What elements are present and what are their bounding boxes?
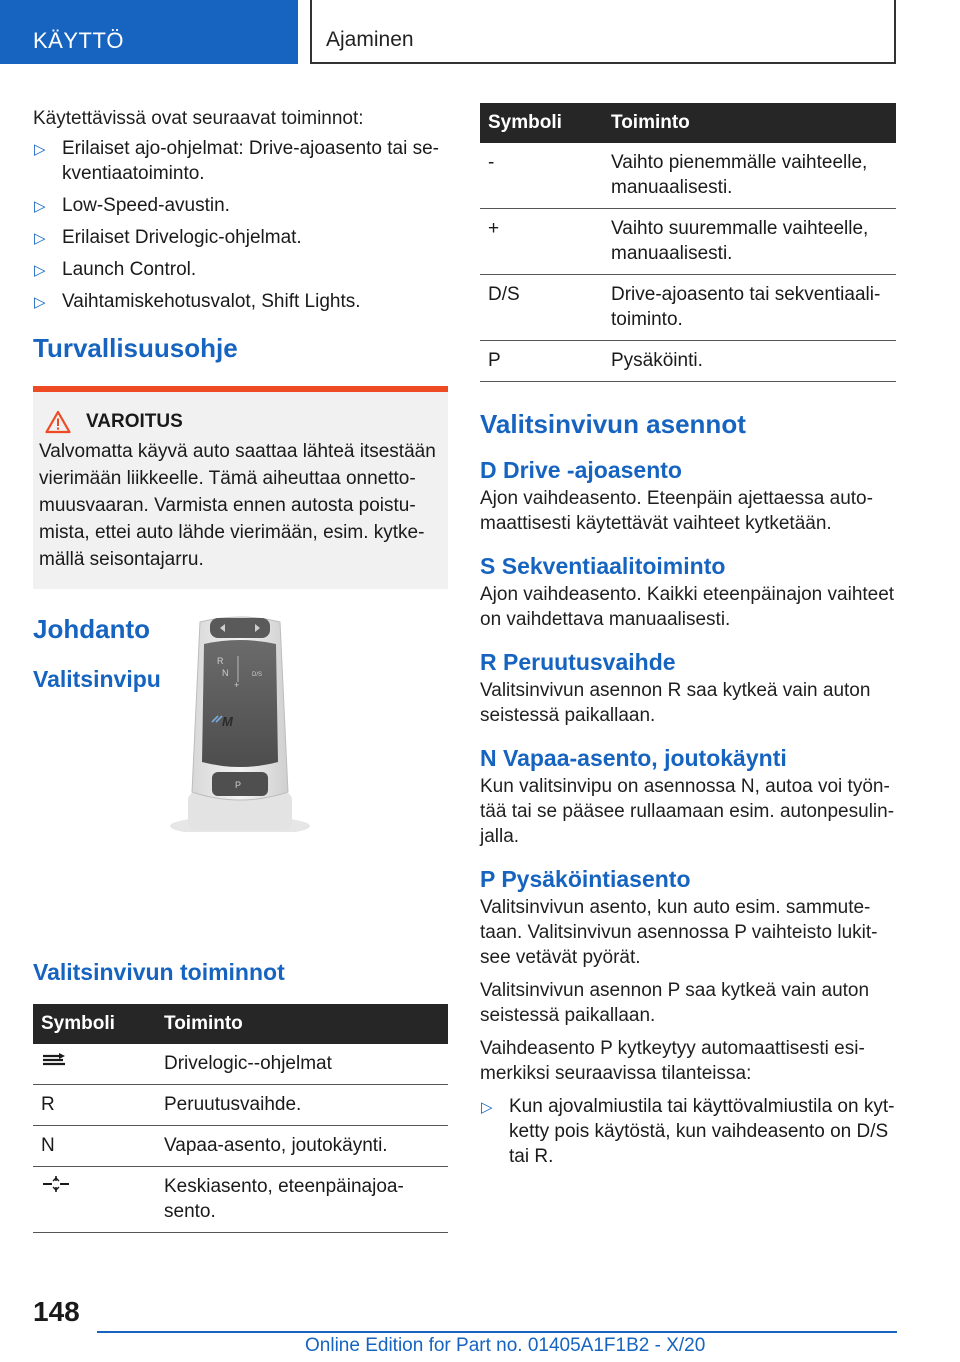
warning-triangle-icon <box>45 410 71 434</box>
conditions-list <box>480 1094 896 1169</box>
table-cell: Vapaa-asento, joutokäynti. <box>156 1126 448 1167</box>
warning-title: VAROITUS <box>45 410 440 434</box>
svg-text:R: R <box>217 656 224 666</box>
svg-text:M: M <box>222 714 233 729</box>
section-paragraph: Vaihdeasento P kytkeytyy automaattisesti esi-merkiksi seuraavissa tilanteissa: <box>480 1038 865 1084</box>
chapter-tab: Ajaminen <box>310 0 896 64</box>
footer-divider <box>97 1331 897 1333</box>
list-item: ▷ Erilaiset ajo-ohjelmat: Drive-ajoasento tai se-kventiaatoiminto. <box>34 138 439 184</box>
warning-text: Valvomatta käyvä auto saattaa lähteä itsestään vierimään liikkeelle. Tämä aiheuttaa onnetto-muusvaaran. Varmista ennen autosta poistu-mista, ettei auto lähde vierimään, esim. kytke-mällä seisontajarru. <box>39 441 436 570</box>
section-heading-r: R Peruutusvaihde <box>480 649 676 675</box>
table-header-row <box>33 1004 448 1044</box>
table-cell: Keskiasento, eteenpäinajoa-sento. <box>156 1167 448 1233</box>
functions-section <box>33 958 448 1233</box>
list-item: ▷ Vaihtamiskehotusvalot, Shift Lights. <box>33 289 448 314</box>
table-cell: Pysäköinti. <box>603 341 896 382</box>
section-paragraph: Valitsinvivun asennon P saa kytkeä vain auton seistessä paikallaan. <box>480 980 870 1026</box>
triangle-bullet-icon: ▷ <box>34 230 46 247</box>
table-row <box>480 209 896 275</box>
table-row <box>33 1126 448 1167</box>
positions-heading: Valitsinvivun asennot <box>480 409 746 439</box>
table-row <box>33 1044 448 1085</box>
section-paragraph: Kun valitsinvipu on asennossa N, autoa voi työn-tää tai se pääsee rullaamaan esim. autonpesulin-jalla. <box>480 776 895 847</box>
svg-text:N: N <box>222 668 229 678</box>
intro-heading: Johdanto <box>33 614 150 644</box>
table-header-symbol: Symboli <box>480 103 603 143</box>
list-item: ▷ Kun ajovalmiustila tai käyttövalmiustila on kyt-ketty pois käytöstä, kun vaihdeasento on D/S tai R. <box>481 1096 895 1167</box>
table-row <box>480 275 896 341</box>
triangle-bullet-icon: ▷ <box>34 294 46 311</box>
left-column <box>33 100 448 693</box>
table-cell-symbol: + <box>480 209 603 275</box>
section-tab: KÄYTTÖ <box>0 0 298 64</box>
section-paragraph: Ajon vaihdeasento. Kaikki eteenpäinajon vaihteet on vaihdettava manuaalisesti. <box>480 584 895 630</box>
table-row <box>480 143 896 209</box>
section-paragraph: Ajon vaihdeasento. Eteenpäin ajettaessa auto-maattisesti käytettävät vaihteet kytketään. <box>480 488 873 534</box>
right-symbol-table <box>480 103 896 382</box>
gear-selector-illustration <box>160 612 320 832</box>
table-cell-symbol: - <box>480 143 603 209</box>
triangle-bullet-icon: ▷ <box>34 262 46 279</box>
gear-selector-image <box>160 612 320 832</box>
list-item: ▷ Erilaiset Drivelogic-ohjelmat. <box>33 225 448 250</box>
safety-heading: Turvallisuusohje <box>33 333 238 363</box>
section-paragraph: Valitsinvivun asennon R saa kytkeä vain auton seistessä paikallaan. <box>480 680 871 726</box>
table-cell: Drivelogic--ohjelmat <box>156 1044 448 1085</box>
svg-text:+: + <box>234 680 240 690</box>
drivelogic-icon <box>41 1051 67 1069</box>
table-cell-symbol: R <box>33 1085 156 1126</box>
page-number: 148 <box>33 1296 80 1327</box>
table-header-function: Toiminto <box>156 1004 448 1044</box>
selector-heading: Valitsinvipu <box>33 666 161 692</box>
triangle-bullet-icon: ▷ <box>34 198 46 215</box>
table-cell-symbol: P <box>480 341 603 382</box>
list-item: ▷ Launch Control. <box>33 257 448 282</box>
section-heading-d: D Drive -ajoasento <box>480 457 682 483</box>
list-item: ▷ Low-Speed-avustin. <box>33 193 448 218</box>
triangle-bullet-icon: ▷ <box>481 1099 493 1116</box>
table-row <box>33 1167 448 1233</box>
functions-heading: Valitsinvivun toiminnot <box>33 959 285 985</box>
table-row <box>33 1085 448 1126</box>
left-symbol-table <box>33 1004 448 1233</box>
center-position-icon <box>41 1174 71 1194</box>
feature-list <box>33 136 448 314</box>
section-heading-n: N Vapaa-asento, joutokäynti <box>480 745 787 771</box>
triangle-bullet-icon: ▷ <box>34 141 46 158</box>
edition-text: Online Edition for Part no. 01405A1F1B2 - X/20 <box>305 1335 706 1356</box>
table-cell: Drive-ajoasento tai sekventiaali-toiminto. <box>603 275 896 341</box>
intro-text: Käytettävissä ovat seuraavat toiminnot: <box>33 108 364 129</box>
section-paragraph: Valitsinvivun asento, kun auto esim. sammute-taan. Valitsinvivun asennossa P vaihteisto lukit-see vetävät pyörät. <box>480 897 878 968</box>
table-header-row <box>480 103 896 143</box>
table-cell-symbol: N <box>33 1126 156 1167</box>
page-header <box>0 0 960 66</box>
table-cell-symbol: D/S <box>480 275 603 341</box>
table-cell: Peruutusvaihde. <box>156 1085 448 1126</box>
table-row <box>480 341 896 382</box>
table-header-function: Toiminto <box>603 103 896 143</box>
table-header-symbol: Symboli <box>33 1004 156 1044</box>
right-column <box>480 100 896 1176</box>
warning-box <box>33 386 448 589</box>
table-cell: Vaihto pienemmälle vaihteelle, manuaalisesti. <box>603 143 896 209</box>
section-heading-s: S Sekventiaalitoiminto <box>480 553 726 579</box>
svg-text:P: P <box>235 780 242 790</box>
section-heading-p: P Pysäköintiasento <box>480 866 691 892</box>
svg-text:D/S: D/S <box>252 672 263 678</box>
table-cell: Vaihto suuremmalle vaihteelle, manuaalisesti. <box>603 209 896 275</box>
